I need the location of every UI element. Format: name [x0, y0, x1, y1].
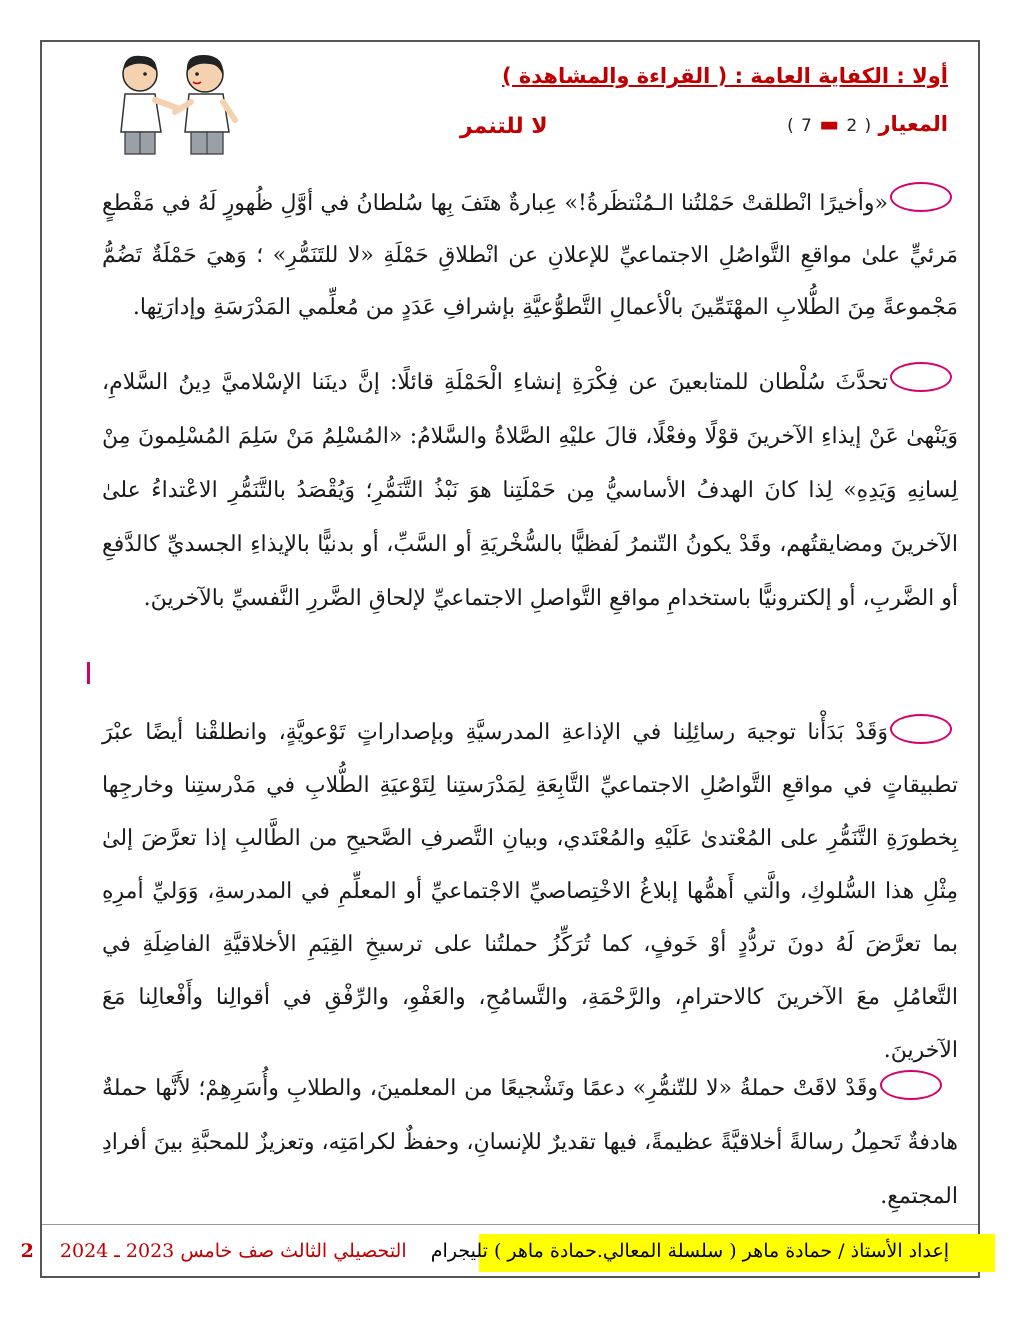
- paragraph-4: [102, 1062, 958, 1224]
- standard-dash: ▬: [819, 112, 840, 136]
- footer: [20, 1234, 977, 1272]
- standard-close-paren: ): [787, 116, 794, 136]
- standard-num-b: 7: [801, 116, 812, 136]
- paragraph-1: [102, 178, 958, 334]
- bullying-illustration: [105, 52, 245, 164]
- child-right-figure: [175, 55, 235, 154]
- paragraph-3-text: وَقَدْ بَدَأْنا توجيهَ رسائِلِنا في الإذاعةِ المدرسيَّةِ وبإصداراتٍ تَوْعويَّةٍ، وانطلقْنا أيضًا عبْرَ تطبيقاتٍ في مواقعِ التَّواصُلِ الاجتماعيِّ التَّابِعَةِ لِمَدْرَستِنا لِتَوْعيَةِ الطُّلابِ في مَدْرستِنا وخارجِها بِخطورَةِ التَّنَمُّرِ على المُعْتدىٰ عَلَيْهِ والمُعْتَدي، وبيانِ التَّصرفِ الصَّحيحِ من الطَّالبِ إذا تعرَّضَ إلىٰ مِثْلِ هذا السُّلوكِ، والَّتي أَهمُّها إبلاغُ الاخْتِصاصيِّ الاجْتماعيِّ أو المعلِّمِ في المدرسةِ، وَوَليِّ أمرِهِ بما تعرَّضَ لَهُ دونَ تردُّدٍ أوْ خَوفٍ، كما تُرَكِّزُ حملتُنا على ترسيخِ القِيَمِ الأخلاقيَّةِ الفاضِلَةِ في التَّعامُلِ معَ الآخرينَ كالاحترامِ، والرَّحْمَةِ، والتَّسامُحِ، والعَفْوِ، والرِّفْقِ في أقوالِنا وأَفْعالِنا مَعَ الآخرينَ.: [102, 720, 958, 1063]
- standard-num-a: 2: [846, 116, 858, 136]
- child-left-figure: [121, 56, 177, 154]
- paragraph-1-text: «وأخيرًا انْطلقتْ حَمْلتُنا الـمُنْتظَرةُ!» عِبارةٌ هتَفَ بِها سُلطانُ في أوَّلِ ظُهورٍ لَهُ في مَقْطعٍ مَرئيٍّ علىٰ مواقعِ التَّواصُلِ الاجتماعيِّ للإعلانِ عن انْطلاقِ حَمْلَةِ «لا للتَنَمُّرِ» ؛ وَهيَ حَمْلَةٌ تَضُمُّ مَجْموعةً مِنَ الطُّلابِ المهْتَمِّينَ بالْأعمالِ التَّطوُّعيَّةِ بإشرافِ عَدَدٍ من مُعلِّمي المَدْرَسَةِ وإدارَتِها.: [102, 191, 958, 320]
- paragraph-3: [102, 706, 958, 1077]
- lesson-title: لا للتنمر: [460, 114, 548, 139]
- standard-label: المعيار: [878, 112, 948, 136]
- paragraph-2: [102, 356, 958, 626]
- footer-text: [21, 1240, 949, 1262]
- page-number: 2: [20, 1240, 34, 1262]
- margin-mark: [87, 662, 90, 684]
- footer-exam: التحصيلي الثالث صف خامس 2023 ـ 2024: [59, 1240, 407, 1262]
- standard-line: [787, 112, 948, 136]
- standard-open-paren: (: [864, 116, 872, 136]
- footer-series: سلسلة المعالي.حمادة ماهر ) تليجرام: [430, 1240, 724, 1262]
- footer-divider: [42, 1224, 978, 1225]
- paragraph-2-text: تحدَّثَ سُلْطان للمتابعينَ عن فِكْرَةِ إنشاءِ الْحَمْلَةِ قائلًا: إنَّ دينَنا الإسْلاميَّ دِينُ السَّلامِ، وَيَنْهىٰ عَنْ إيذاءِ الآخرينَ قوْلًا وفعْلًا، قالَ عليْهِ الصَّلاةُ والسَّلامُ: «المُسْلِمُ مَنْ سَلِمَ المُسْلِمونَ مِنْ لِسانِهِ وَيَدِهِ» لِذا كانَ الهدفُ الأساسيُّ مِن حَمْلَتِنا هوَ نَبْذُ التَّنَمُّرِ؛ وَيُقْصَدُ بالتَّنَمُّرِ الاعْتداءُ علىٰ الآخرينَ ومضايقتُهم، وقَدْ يكونُ التّنمرُ لَفظيًّا بالسُّخْريَةِ أو السَّبِّ، أو بدنيًّا بالإيذاءِ الجسديِّ كالدَّفعِ أو الضَّربِ، أو إلكترونيًّا باستخدامِ مواقعِ التَّواصلِ الاجتماعيِّ لإلحاقِ الضَّررِ النَّفسيِّ بالآخرينَ.: [102, 370, 958, 611]
- paragraph-4-text: وقَدْ لاقَتْ حملةُ «لا للتّنمُّرِ» دعمًا وتَشْجيعًا من المعلمينَ، والطلابِ وأُسَرِهِمْ؛ لأَنَّها حملةٌ هادفةٌ تَحمِلُ رسالةً أخلاقيَّةً عظيمةً، فيها تقديرٌ للإنسانِ، وحفظٌ لكرامَتِه، وتعزيزٌ للمحبَّةِ بينَ أفرادِ المجتمعِ.: [102, 1076, 958, 1209]
- section-heading: أولا : الكفاية العامة : ( القراءة والمشاهدة ): [502, 64, 948, 88]
- footer-author: إعداد الأستاذ / حمادة ماهر (: [729, 1240, 949, 1262]
